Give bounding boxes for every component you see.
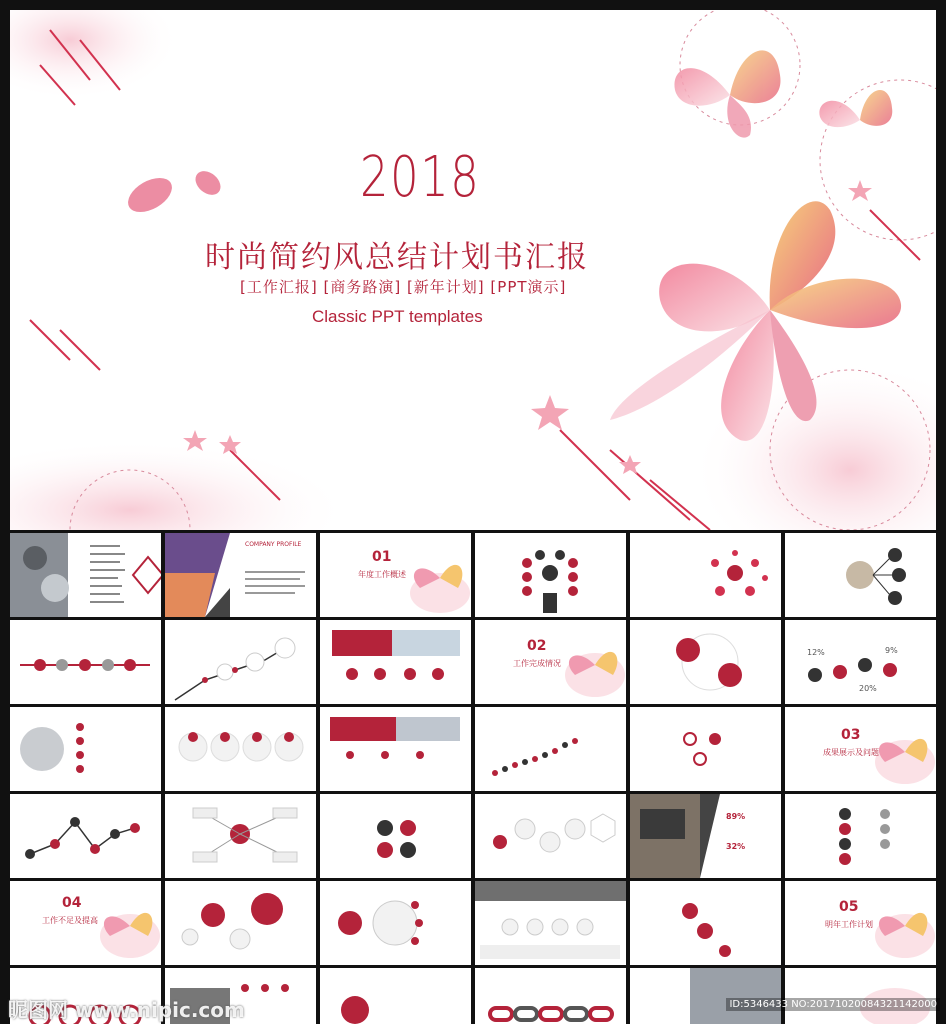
thumb-red-header[interactable] — [320, 707, 471, 791]
slide-thumbnail-grid — [10, 533, 936, 1024]
section-number: 03 — [841, 727, 861, 743]
thumb-mind-map[interactable] — [165, 794, 316, 878]
thumb-red-header-art — [320, 707, 471, 791]
thumb-hub-diagram[interactable] — [785, 533, 936, 617]
thumb-number-ring-art — [320, 881, 471, 965]
section-caption: 明年工作计划 — [825, 920, 873, 929]
thumb-row6-butterfly[interactable] — [785, 968, 936, 1024]
cover-title: 时尚简约风总结计划书汇报 — [205, 240, 589, 275]
thumb-dot-trend[interactable] — [475, 707, 626, 791]
thumb-circle-stack-art — [630, 881, 781, 965]
thumb-swirl-art — [630, 620, 781, 704]
thumb-laptop-stats[interactable] — [630, 794, 781, 878]
thumb-row6-people-icons[interactable] — [320, 968, 471, 1024]
thumb-growth-line[interactable] — [165, 620, 316, 704]
company-profile-label: COMPANY PROFILE — [245, 541, 302, 548]
thumb-hexagon-art — [475, 794, 626, 878]
thumb-row6-handshake-art — [630, 968, 781, 1024]
cover-slide — [10, 10, 936, 530]
stat-value: 32% — [726, 842, 746, 851]
thumb-zigzag-art — [10, 794, 161, 878]
thumb-mind-map-art — [165, 794, 316, 878]
thumb-row6-chain[interactable] — [475, 968, 626, 1024]
thumb-section-02[interactable] — [475, 620, 626, 704]
thumb-company-profile[interactable] — [165, 533, 316, 617]
section-number: 02 — [527, 638, 547, 654]
section-number: 05 — [839, 899, 859, 915]
thumb-team-art — [10, 707, 161, 791]
thumb-team-photo[interactable] — [10, 707, 161, 791]
thumb-section-01[interactable] — [320, 533, 471, 617]
thumb-bubble-diagram[interactable] — [165, 881, 316, 965]
thumb-vertical-steps[interactable] — [785, 794, 936, 878]
cover-subtitle: Classic PPT templates — [312, 307, 483, 326]
thumb-laptop-art — [630, 794, 781, 878]
thumb-vertical-steps-art — [785, 794, 936, 878]
butterfly-icon — [785, 968, 936, 1024]
thumb-icon-cluster-art — [320, 794, 471, 878]
section-caption: 工作完成情况 — [513, 659, 561, 668]
thumb-cluster-diagram[interactable] — [630, 533, 781, 617]
stat-value: 89% — [726, 812, 746, 821]
thumb-row6-chain-art — [475, 968, 626, 1024]
thumb-four-circles-art — [165, 707, 316, 791]
thumb-growth-art — [165, 620, 316, 704]
cover-year: 2018 — [360, 145, 481, 210]
thumb-bulb-art — [475, 533, 626, 617]
section-number: 01 — [372, 549, 392, 565]
section-caption: 成果展示及问题 — [823, 748, 879, 757]
thumb-percent-icons[interactable] — [785, 620, 936, 704]
thumb-row6-handshake[interactable] — [630, 968, 781, 1024]
cover-tags: [工作汇报] [商务路演] [新年计划] [PPT演示] — [240, 278, 567, 296]
percent-label: 12% — [807, 648, 825, 657]
thumb-people-photo[interactable] — [475, 881, 626, 965]
thumb-section-05[interactable] — [785, 881, 936, 965]
thumb-hub-art — [785, 533, 936, 617]
percent-label: 9% — [885, 646, 898, 655]
watermark-id: ID:5346433 NO:20171020084321142000 — [726, 998, 940, 1011]
thumb-photo-banner[interactable] — [320, 620, 471, 704]
thumb-circle-stack[interactable] — [630, 881, 781, 965]
section-caption: 年度工作概述 — [358, 570, 406, 579]
thumb-contents-art — [10, 533, 161, 617]
thumb-section-03[interactable] — [785, 707, 936, 791]
thumb-bulb-infographic[interactable] — [475, 533, 626, 617]
thumb-dot-trend-art — [475, 707, 626, 791]
thumb-timeline[interactable] — [10, 620, 161, 704]
thumb-timeline-art — [10, 620, 161, 704]
thumb-banner-art — [320, 620, 471, 704]
percent-label: 20% — [859, 684, 877, 693]
thumb-zigzag-chart[interactable] — [10, 794, 161, 878]
thumb-row6-people-art — [320, 968, 471, 1024]
thumb-contents[interactable] — [10, 533, 161, 617]
thumb-swirl-chart[interactable] — [630, 620, 781, 704]
thumb-icon-list[interactable] — [630, 707, 781, 791]
watermark-logo: 昵图网 www.nipic.com — [8, 998, 245, 1022]
thumb-icon-list-art — [630, 707, 781, 791]
section-caption: 工作不足及提高 — [42, 916, 98, 925]
section-number: 04 — [62, 895, 82, 911]
thumb-bubble-art — [165, 881, 316, 965]
thumb-four-circles[interactable] — [165, 707, 316, 791]
thumb-cluster-art — [630, 533, 781, 617]
thumb-people-art — [475, 881, 626, 965]
thumb-number-ring[interactable] — [320, 881, 471, 965]
thumb-icon-cluster[interactable] — [320, 794, 471, 878]
thumb-hexagon-path[interactable] — [475, 794, 626, 878]
thumb-section-04[interactable] — [10, 881, 161, 965]
